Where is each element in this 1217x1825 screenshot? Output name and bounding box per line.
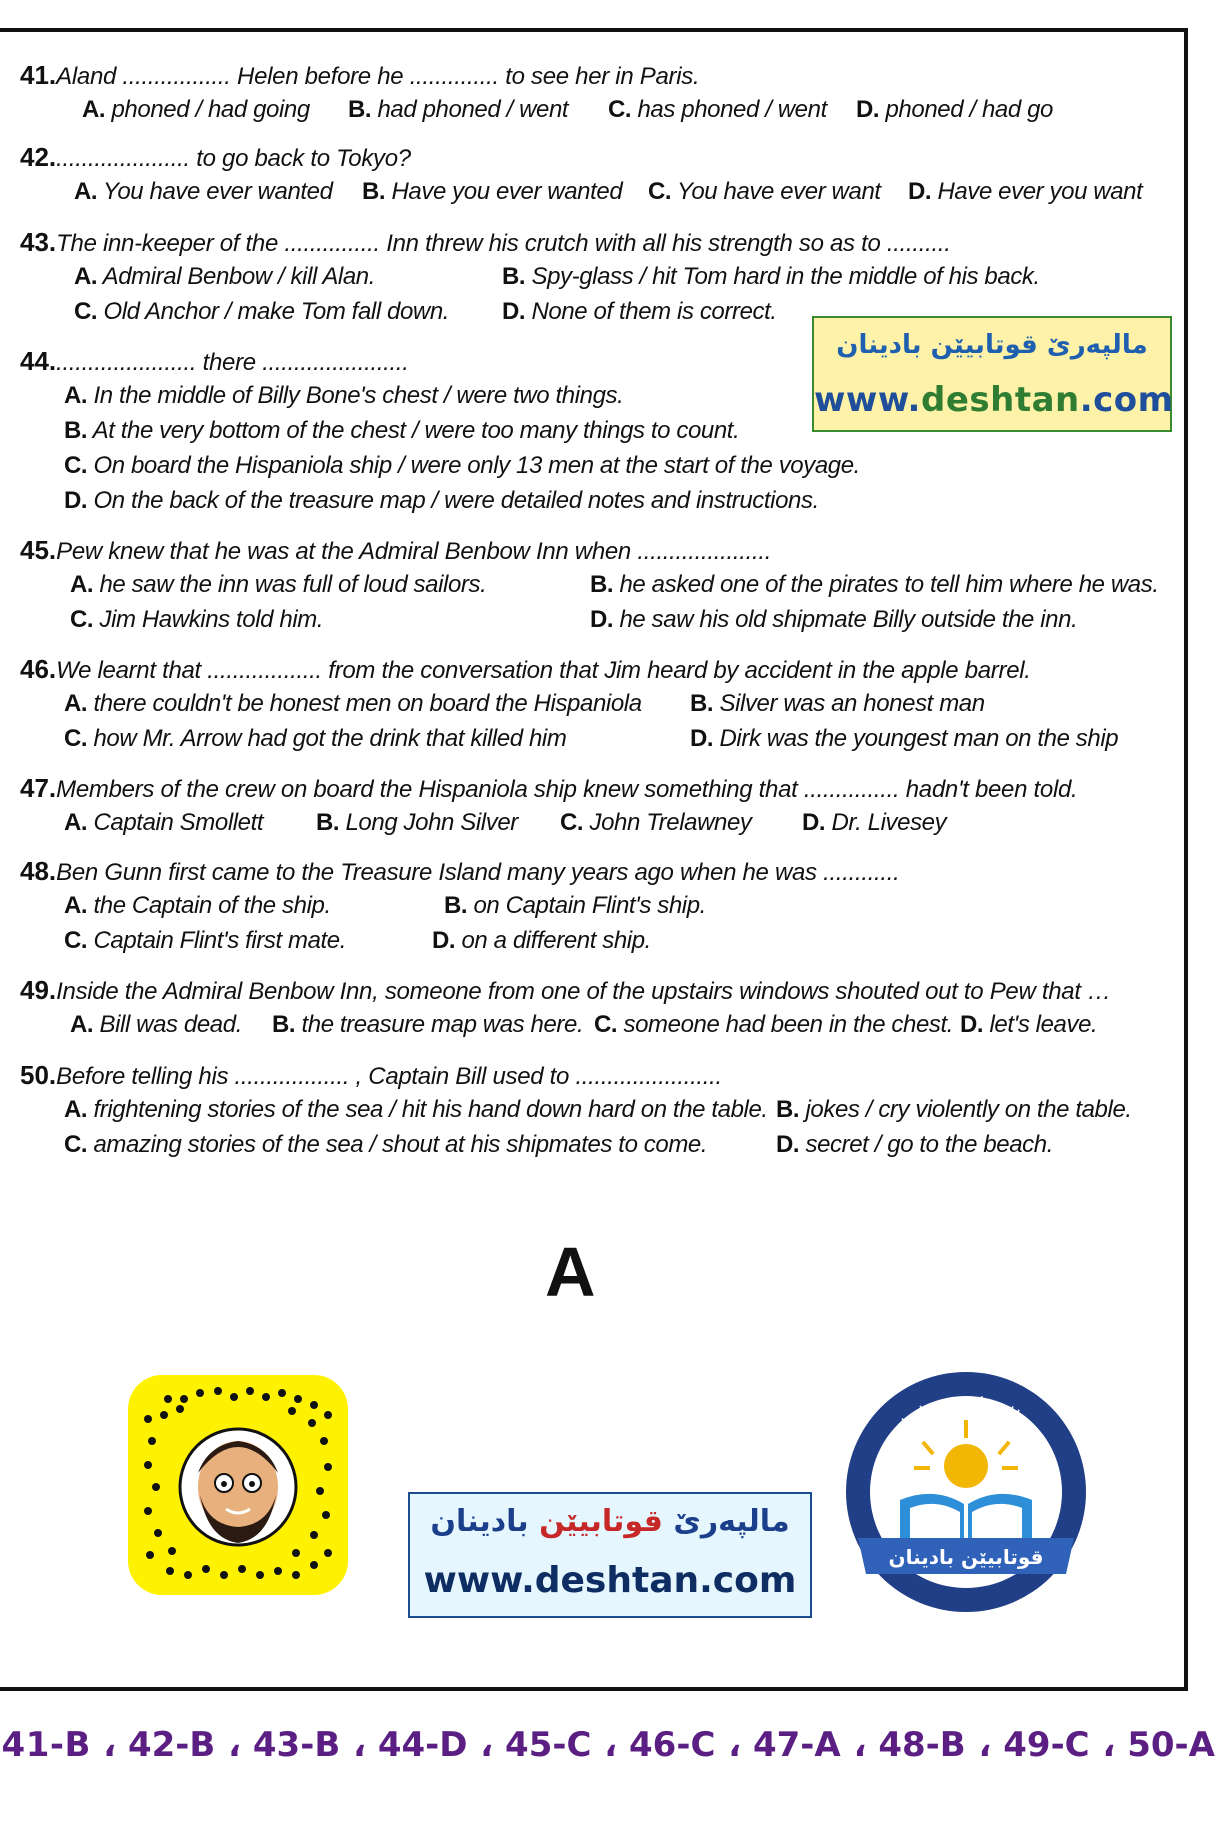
option-d: D. Dirk was the youngest man on the ship bbox=[690, 725, 1119, 752]
question-50 bbox=[20, 1058, 1177, 1162]
qutabyen-badinan-logo bbox=[842, 1368, 1090, 1616]
badge-ribbon-text: قوتابیێن بادینان bbox=[888, 1545, 1044, 1569]
option-a: A. In the middle of Billy Bone's chest / were two things. bbox=[64, 382, 624, 409]
option-b: B. Have you ever wanted bbox=[362, 178, 623, 205]
question-number: 43. bbox=[20, 227, 57, 257]
option-c: C. how Mr. Arrow had got the drink that killed him bbox=[64, 725, 567, 752]
question-stem: Members of the crew on board the Hispaniola ship knew something that ............... hadn't been told. bbox=[56, 776, 1078, 803]
option-b: B. jokes / cry violently on the table. bbox=[776, 1096, 1132, 1123]
answer-key: 41-B ، 42-B ، 43-B ، 44-D ، 45-C ، 46-C ، 47-A ، 48-B ، 49-C ، 50-A bbox=[1, 1725, 1216, 1765]
option-a: A. frightening stories of the sea / hit his hand down hard on the table. bbox=[64, 1096, 768, 1123]
option-a: A. Admiral Benbow / kill Alan. bbox=[74, 263, 376, 290]
option-c: C. Jim Hawkins told him. bbox=[70, 606, 324, 633]
option-b: B. had phoned / went bbox=[348, 96, 569, 123]
question-number: 48. bbox=[20, 856, 57, 886]
option-b: B. Spy-glass / hit Tom hard in the middle of his back. bbox=[502, 263, 1040, 290]
option-a: A. Bill was dead. bbox=[70, 1011, 242, 1038]
question-42 bbox=[20, 140, 1177, 209]
question-number: 50. bbox=[20, 1060, 57, 1090]
option-a: A. he saw the inn was full of loud sailors. bbox=[70, 571, 487, 598]
question-number: 41. bbox=[20, 60, 57, 90]
question-stem: ...................... there ....................... bbox=[56, 349, 409, 376]
option-c: C. has phoned / went bbox=[608, 96, 827, 123]
option-d: D. Dr. Livesey bbox=[802, 809, 947, 836]
option-d: D. None of them is correct. bbox=[502, 298, 777, 325]
question-stem: Ben Gunn first came to the Treasure Island many years ago when he was ............ bbox=[56, 859, 900, 886]
option-d: D. on a different ship. bbox=[432, 927, 651, 954]
option-c: C. John Trelawney bbox=[560, 809, 752, 836]
site-watermark-bottom bbox=[408, 1492, 812, 1618]
question-48 bbox=[20, 854, 1177, 958]
option-c: C. On board the Hispaniola ship / were only 13 men at the start of the voyage. bbox=[64, 452, 860, 479]
question-stem: We learnt that .................. from the conversation that Jim heard by accident in the apple barrel. bbox=[56, 657, 1031, 684]
option-c: C. Captain Flint's first mate. bbox=[64, 927, 347, 954]
question-stem: Pew knew that he was at the Admiral Benbow Inn when ..................... bbox=[56, 538, 772, 565]
option-a: A. You have ever wanted bbox=[74, 178, 333, 205]
question-stem: ..................... to go back to Tokyo? bbox=[56, 145, 411, 172]
question-46 bbox=[20, 652, 1177, 756]
question-stem: Aland ................. Helen before he .............. to see her in Paris. bbox=[56, 63, 700, 90]
option-b: B. Long John Silver bbox=[316, 809, 518, 836]
watermark-arabic: مالپەرێ قوتابیێن بادینان bbox=[430, 1504, 790, 1539]
question-number: 42. bbox=[20, 142, 57, 172]
star-icon: ★ bbox=[1046, 1473, 1061, 1490]
exam-version-letter: A bbox=[545, 1233, 596, 1311]
option-b: B. Silver was an honest man bbox=[690, 690, 985, 717]
question-stem: Inside the Admiral Benbow Inn, someone from one of the upstairs windows shouted out to Pew that … bbox=[56, 978, 1111, 1005]
question-41 bbox=[20, 58, 1177, 127]
question-number: 46. bbox=[20, 654, 57, 684]
option-d: D. let's leave. bbox=[960, 1011, 1098, 1038]
badge-ring-text: qutabyen_badinan bbox=[879, 1392, 1053, 1450]
watermark-url: www.deshtan.com bbox=[423, 1560, 797, 1601]
option-a: A. there couldn't be honest men on board the Hispaniola bbox=[64, 690, 642, 717]
watermark-url: www.deshtan.com bbox=[814, 380, 1174, 420]
option-a: A. Captain Smollett bbox=[64, 809, 264, 836]
question-number: 44. bbox=[20, 346, 57, 376]
question-47 bbox=[20, 771, 1177, 840]
question-stem: Before telling his .................. , Captain Bill used to ....................... bbox=[56, 1063, 722, 1090]
site-watermark-top bbox=[812, 316, 1172, 432]
question-number: 47. bbox=[20, 773, 57, 803]
option-a: A. phoned / had going bbox=[82, 96, 310, 123]
option-b: B. At the very bottom of the chest / were too many things to count. bbox=[64, 417, 740, 444]
option-a: A. the Captain of the ship. bbox=[64, 892, 331, 919]
option-c: C. someone had been in the chest. bbox=[594, 1011, 954, 1038]
question-43 bbox=[20, 225, 1177, 329]
option-c: C. Old Anchor / make Tom fall down. bbox=[74, 298, 450, 325]
option-c: C. amazing stories of the sea / shout at his shipmates to come. bbox=[64, 1131, 708, 1158]
option-d: D. he saw his old shipmate Billy outside the inn. bbox=[590, 606, 1078, 633]
option-d: D. On the back of the treasure map / were detailed notes and instructions. bbox=[64, 487, 819, 514]
star-icon: ★ bbox=[872, 1473, 887, 1490]
watermark-arabic: مالپەرێ قوتابیێن بادینان bbox=[836, 330, 1148, 360]
option-b: B. on Captain Flint's ship. bbox=[444, 892, 706, 919]
option-c: C. You have ever want bbox=[648, 178, 881, 205]
question-45 bbox=[20, 533, 1177, 637]
option-b: B. the treasure map was here. bbox=[272, 1011, 584, 1038]
option-d: D. phoned / had go bbox=[856, 96, 1053, 123]
question-stem: The inn-keeper of the ............... Inn threw his crutch with all his strength so as to .......... bbox=[56, 230, 951, 257]
option-d: D. secret / go to the beach. bbox=[776, 1131, 1053, 1158]
question-number: 45. bbox=[20, 535, 57, 565]
question-number: 49. bbox=[20, 975, 57, 1005]
option-b: B. he asked one of the pirates to tell him where he was. bbox=[590, 571, 1159, 598]
option-d: D. Have ever you want bbox=[908, 178, 1143, 205]
question-49 bbox=[20, 973, 1177, 1042]
snapcode-icon[interactable] bbox=[128, 1375, 348, 1595]
